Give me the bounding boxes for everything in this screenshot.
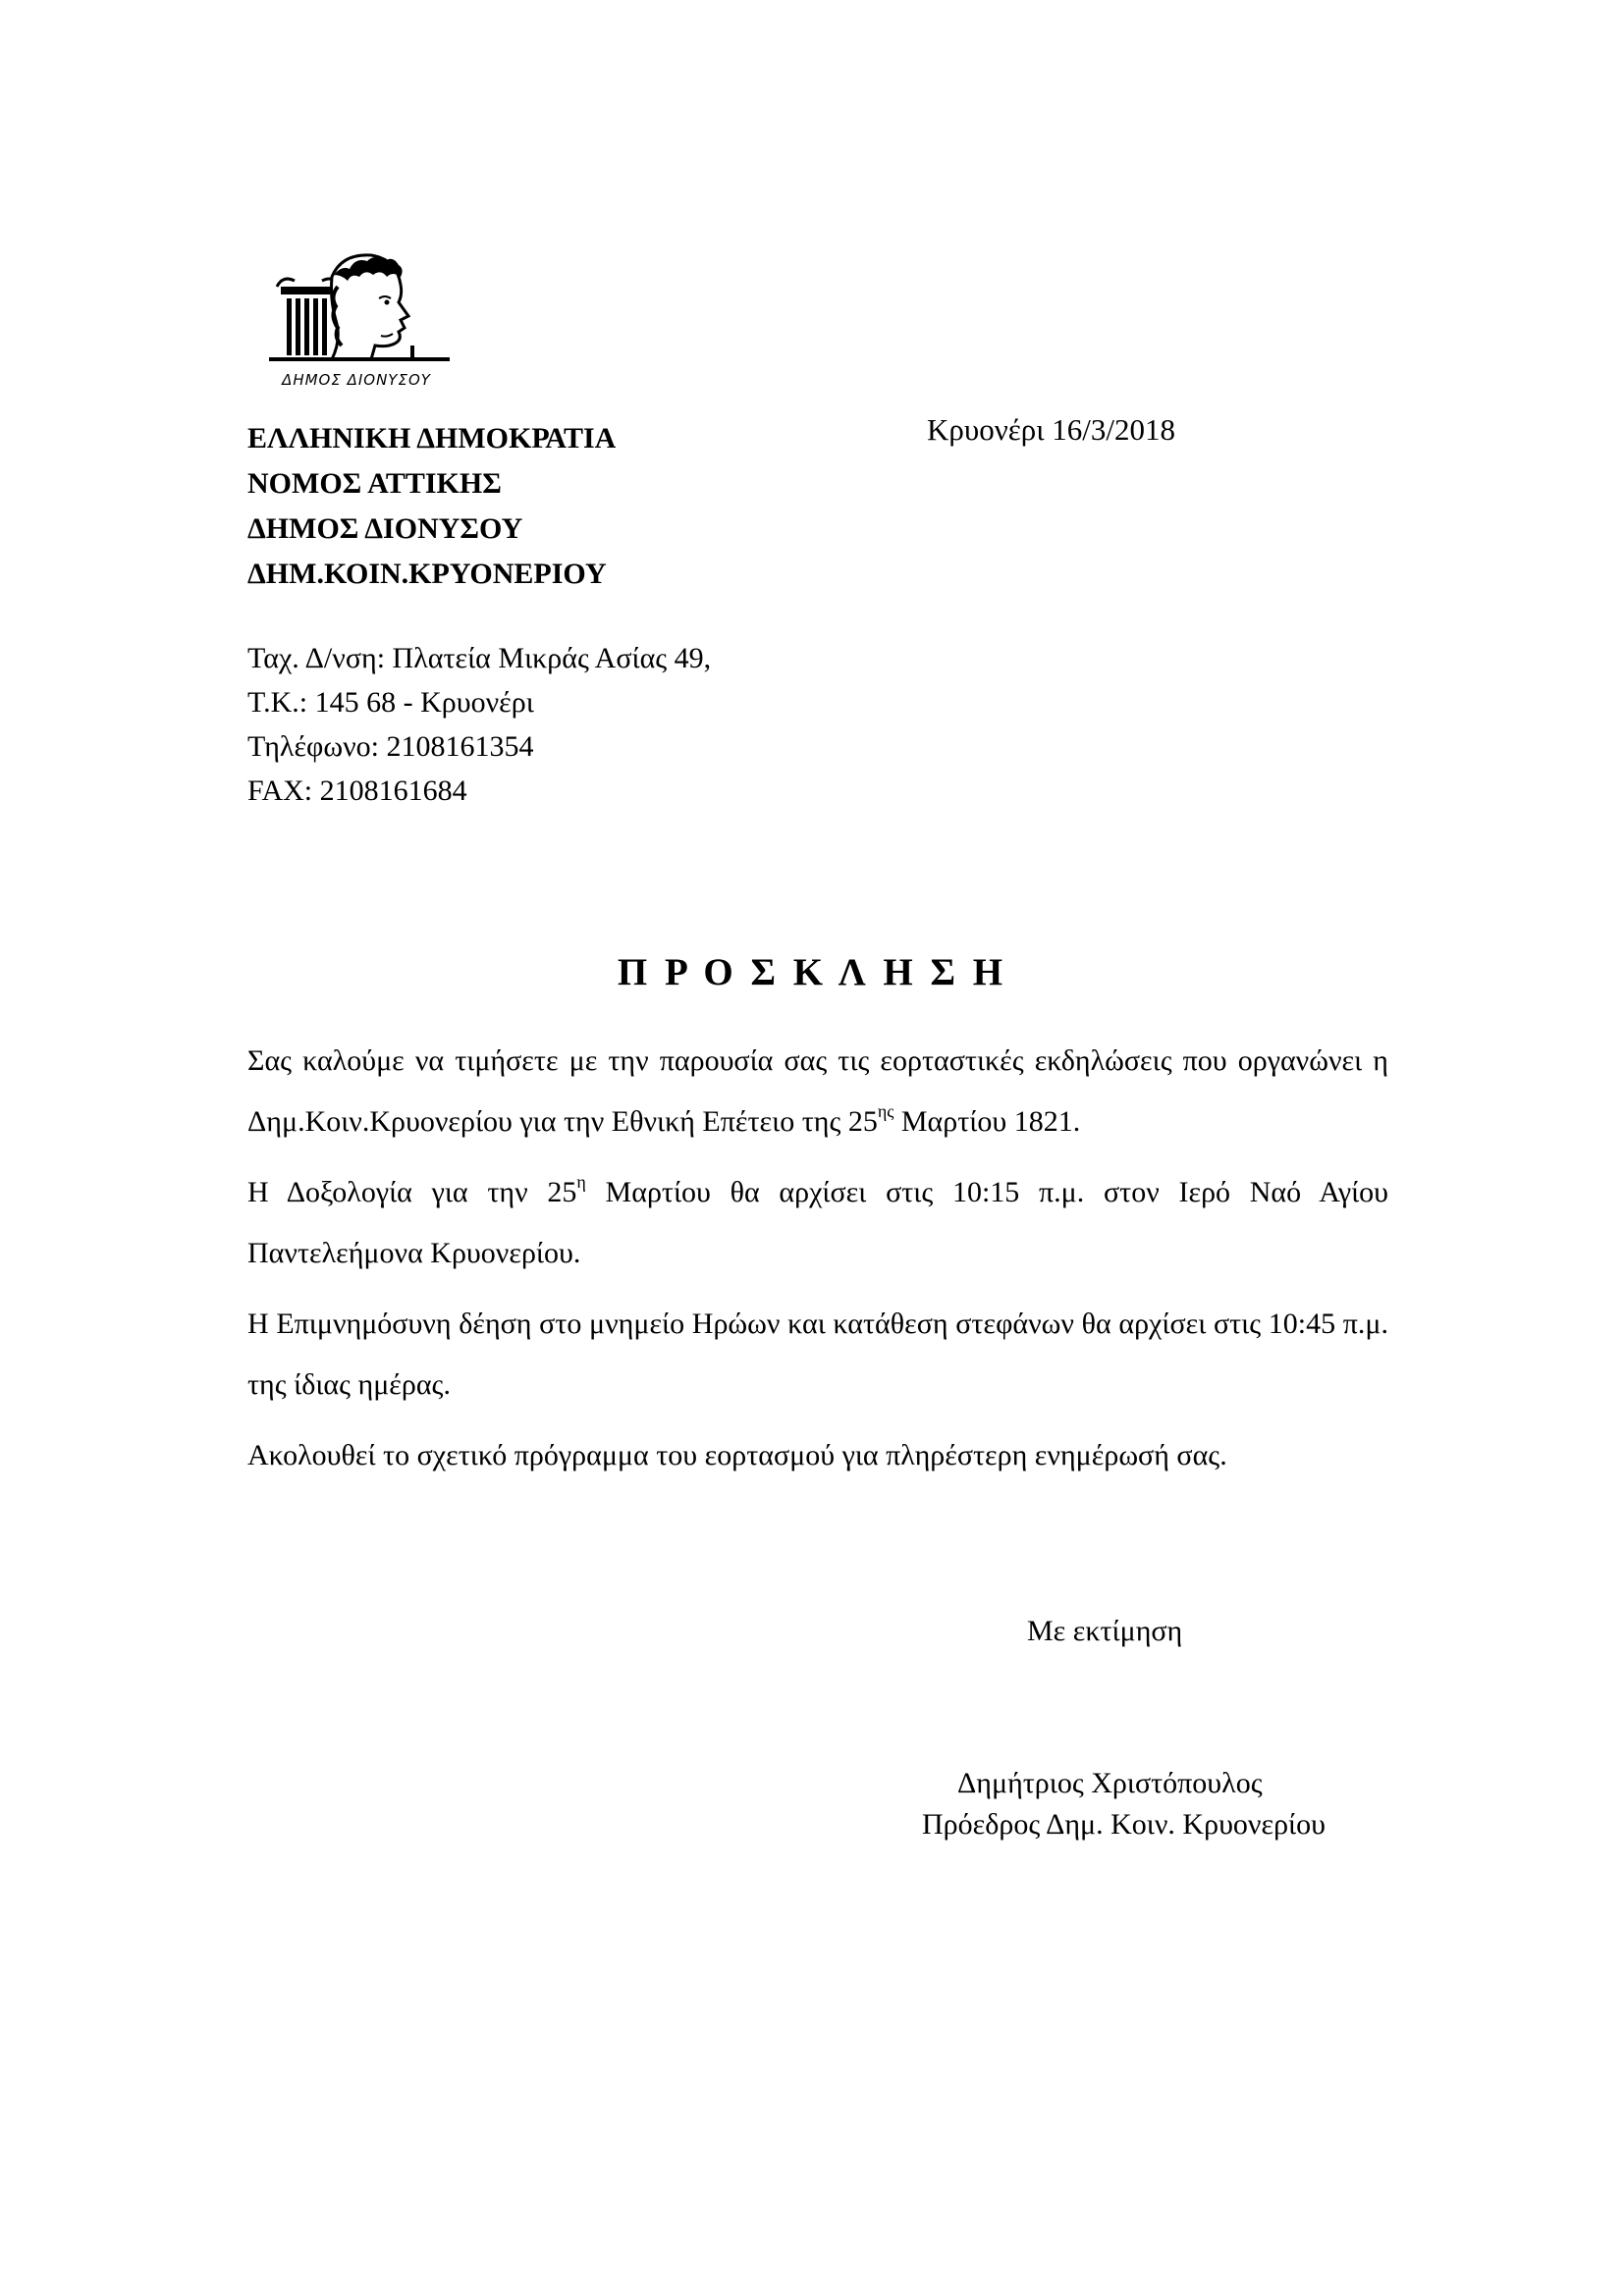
issuer-line-community: ΔΗΜ.ΚΟΙΝ.ΚΡΥΟΝΕΡΙΟΥ	[247, 558, 607, 590]
contact-address: Ταχ. Δ/νση: Πλατεία Μικράς Ασίας 49,	[247, 642, 712, 674]
issuer-block	[247, 416, 616, 597]
document-title: Π Ρ Ο Σ Κ Λ Η Σ Η	[617, 951, 1007, 993]
ordinal-suffix: ης	[877, 1101, 894, 1121]
contact-postal-code: Τ.Κ.: 145 68 - Κρυονέρι	[247, 686, 534, 719]
paragraph-program: Ακολουθεί το σχετικό πρόγραμμα του εορτασμού για πληρέστερη ενημέρωσή σας.	[247, 1439, 1227, 1471]
contact-phone: Τηλέφωνο: 2108161354	[247, 730, 534, 763]
issuer-line-municipality: ΔΗΜΟΣ ΔΙΟΝΥΣΟΥ	[247, 512, 523, 545]
paragraph-doxology-tail: Μαρτίου θα αρχίσει στις 10:15 π.μ. στον Ιερό Ναό Αγίου Παντελεήμονα Κρυονερίου.	[247, 1176, 1389, 1269]
paragraph-invitation-text: Σας καλούμε να τιμήσετε με την παρουσία σας τις εορταστικές εκδηλώσεις που οργανώνει η Δημ.Κοιν.Κρυονερίου για την Εθνική Επέτειο της 25	[247, 1044, 1388, 1138]
signatory-role: Πρόεδρος Δημ. Κοιν. Κρυονερίου	[922, 1808, 1326, 1841]
municipality-logo	[263, 247, 450, 397]
logo-caption: ΔΗΜΟΣ ΔΙΟΝΥΣΟΥ	[282, 371, 431, 389]
dionysus-head-icon	[263, 247, 450, 369]
paragraph-invitation	[247, 1031, 1388, 1152]
letter-body	[247, 1031, 1388, 1496]
paragraph-invitation-tail: Μαρτίου 1821.	[893, 1105, 1081, 1138]
contact-block	[247, 636, 711, 813]
paragraph-doxology	[247, 1162, 1388, 1284]
date-place: Κρυονέρι 16/3/2018	[927, 412, 1176, 447]
ordinal-suffix: η	[576, 1172, 586, 1192]
contact-fax: FAX: 2108161684	[247, 774, 467, 807]
closing-salutation: Με εκτίμηση	[1027, 1615, 1183, 1647]
paragraph-memorial: Η Επιμνημόσυνη δέηση στο μνημείο Ηρώων και κατάθεση στεφάνων θα αρχίσει στις 10:45 π.μ. της ίδιας ημέρας.	[247, 1308, 1388, 1401]
paragraph-doxology-text: Η Δοξολογία για την 25	[247, 1176, 577, 1208]
signatory-name: Δημήτριος Χριστόπουλος	[957, 1767, 1263, 1799]
issuer-line-country: ΕΛΛΗΝΙΚΗ ΔΗΜΟΚΡΑΤΙΑ	[247, 422, 617, 454]
issuer-line-prefecture: ΝΟΜΟΣ ΑΤΤΙΚΗΣ	[247, 467, 502, 500]
